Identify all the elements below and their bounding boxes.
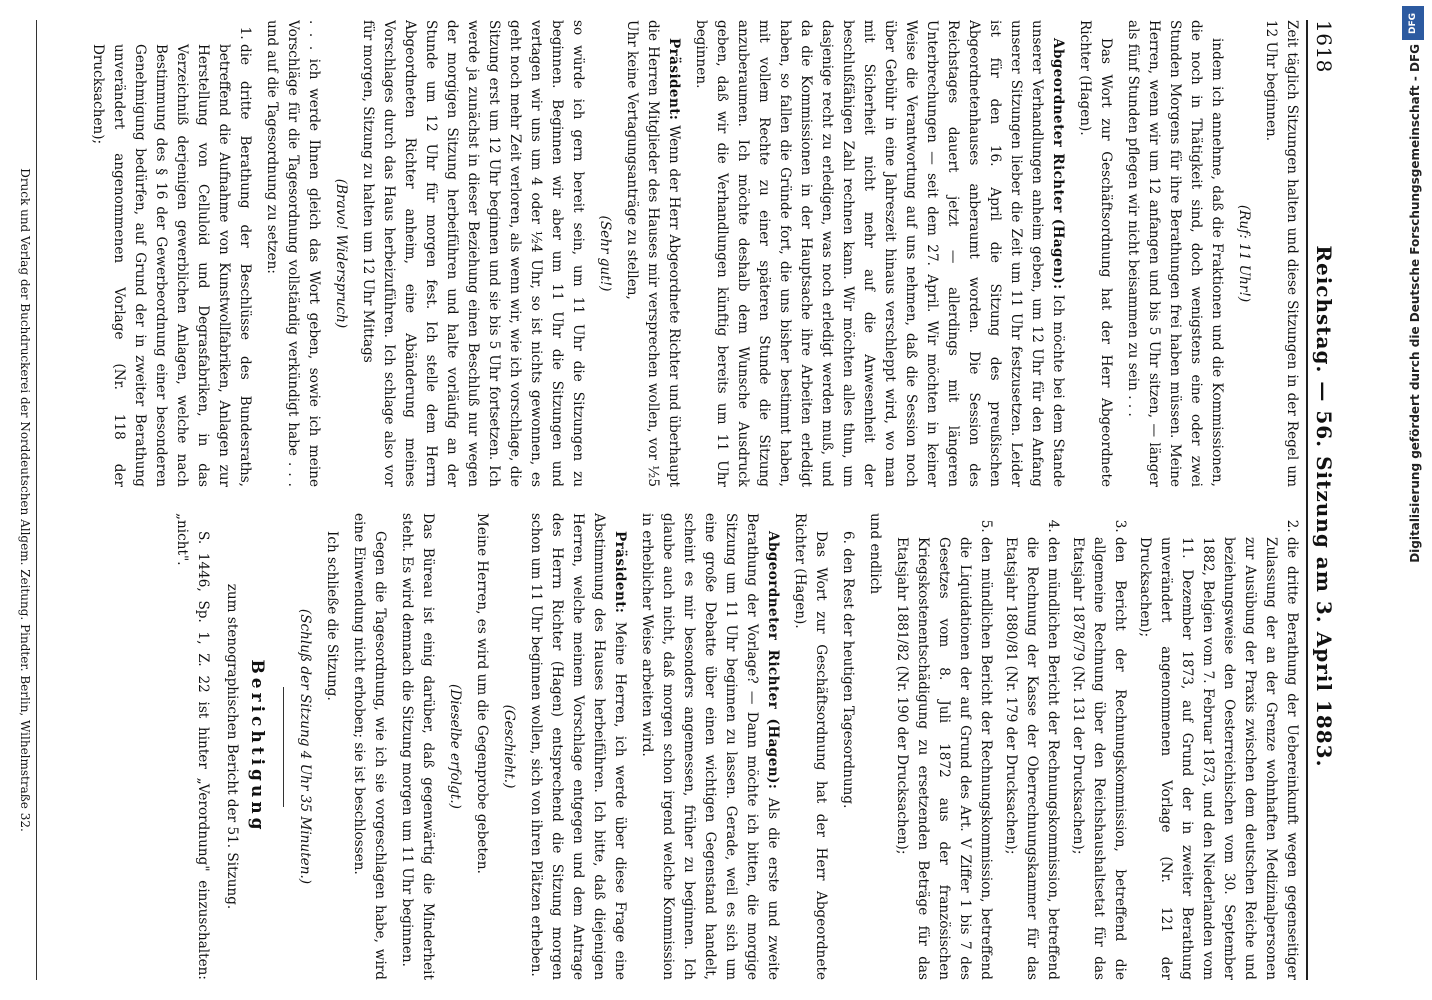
agenda-list [891, 513, 1302, 980]
paragraph: und endlich [867, 513, 883, 595]
paragraph: Ich schließe die Sitzung. [324, 531, 340, 701]
section-subheading: zum stenographischen Bericht der 51. Sitzung. [224, 583, 240, 910]
speech-paragraph [621, 20, 684, 487]
interjection: (Sehr gut!) [597, 215, 613, 292]
section-divider [283, 687, 284, 807]
agenda-item: 4. den mündlichen Bericht der Rechnungskommission, betreffend die Rechnung der Kasse der Oberrechnungskammer für das Etatsjahr 1880/81 (Nr. 179 der Drucksachen); [1000, 537, 1063, 980]
paragraph: Das Wort zur Geschäftsordnung hat der Herr Abgeordnete Richter (Hagen). [792, 513, 829, 980]
speech-paragraph [525, 513, 630, 980]
interjection: (Bravo! Widerspruch) [333, 178, 349, 329]
speech-paragraph [636, 513, 783, 980]
paragraph: Das Wort zur Geschäftsordnung hat der Herr Abgeordnete Richter (Hagen). [1077, 20, 1114, 487]
interjection: (Geschieht.) [501, 704, 517, 789]
page-number: 1618 [1312, 20, 1336, 73]
digitization-strip [1372, 0, 1432, 1000]
page-header [1306, 20, 1352, 980]
speaker-name: Präsident: [666, 38, 682, 121]
agenda-item: 3. den Bericht der Rechnungskommission, betreffend die allgemeine Rechnung über den Reichshaushaltsetat für das Etatsjahr 1878/79 (Nr. 131 der Drucksachen); [1067, 537, 1130, 980]
paragraph: Das Büreau ist einig darüber, daß gegenwärtig die Minderheit steht. Es wird demnach die Sitzung morgen um 11 Uhr beginnen. [399, 513, 436, 980]
speaker-name: Abgeordneter Richter (Hagen): [1050, 38, 1066, 290]
speaker-name: Abgeordneter Richter (Hagen): [765, 531, 781, 790]
paragraph: S. 1446, Sp. 1, Z. 22 ist hinter „Verordnung" einzuschalten: „nicht". [174, 513, 211, 980]
right-column [40, 513, 1302, 980]
paragraph: indem ich annehme, daß die Fraktionen und die Kommissionen, die noch in Thätigkeit sind, doch wenigstens eine oder zwei Stunden Morgens für ihre Berathungen frei haben müssen. Meine Herren, wenn wir um 12 anfangen und bis 5 Uhr sitzen, — länger als fünf Stunden pflegen wir nicht beisammen zu sein . . . [1125, 20, 1225, 487]
digitization-notice: Digitalisierung gefördert durch die Deutsche Forschungsgemeinschaft - DFG [1408, 44, 1422, 563]
section-heading: Berichtigung [247, 659, 267, 834]
agenda-item: 5. den mündlichen Bericht der Rechnungskommission, betreffend die Liquidationen der auf Grund des Art. V Ziffer 1 bis 7 des Gesetzes vom 8. Juli 1872 aus der französischen Kriegskostenentschädigung zu ersetzenden Beträge für das Etatsjahr 1881/82 (Nr. 190 der Drucksachen); [891, 537, 996, 980]
agenda-item: 1. die dritte Berathung der Beschlüsse des Bundesraths, betreffend die Aufnahme von Kunstwollfabriken, Anlagen zur Herstellung von Celluloid und Degrasfabriken, in das Verzeichniß derjenigen gewerblichen Anlagen, welche nach Bestimmung des § 16 der Gewerbeordnung einer besonderen Genehmigung bedürfen, auf Grund der in zweiter Berathung unverändert angenommenen Vorlage (Nr. 118 der Drucksachen); [87, 44, 255, 487]
paragraph: 6. den Rest der heutigen Tagesordnung. [840, 531, 856, 809]
speech-text: Ich möchte bei dem Stande unserer Verhandlungen anheim geben, um 12 Uhr für den Anfang unserer Sitzungen lieber die Zeit um 11 Uhr festzusetzen. Leider ist für den 16. April die Sitzung des preußischen Abgeordnetenhauses anberaumt worden. Die Session des Reichstages dauert jetzt — allerdings mit längeren Unterbrechungen — seit dem 27. April. Wir möchten in keiner Weise die Verantwortung auf uns nehmen, daß die Session noch über Gebühr in eine Jahreszeit hinaus verschleppt wird, wo man mit Sicherheit nicht mehr auf die Anwesenheit der beschlußfähigen Zahl rechnen kann. Wir möchten alles thun, um dasjenige recht zu erledigen, was noch erledigt werden muß, und da die Kommissionen in der Hauptsache ihre Arbeiten erledigt haben, so fallen die Gründe fort, die uns bisher bestimmt haben, mit vollem Rechte zu einer späteren Stunde die Sitzung anzuberaumen. Ich möchte deshalb dem Wunsche Ausdruck geben, daß wir die Verhandlungen künftig bereits um 11 Uhr beginnen. [693, 20, 1066, 487]
interjection: (Schluß der Sitzung 4 Uhr 35 Minuten.) [297, 608, 313, 885]
speech-text: Meine Herren, ich werde über diese Frage eine Abstimmung des Hauses herbeiführen. Ich bitte, daß diejenigen Herren, welche meinem Vorschlage entgegen und dem Antrage des Herrn Richter (Hagen) entsprechend die Sitzung morgen schon um 11 Uhr beginnen wollen, sich von ihren Plätzen erheben. [528, 513, 628, 980]
paragraph: Zeit täglich Sitzungen halten und diese Sitzungen in der Regel um 12 Uhr beginnen. [1263, 20, 1300, 487]
speech-paragraph [690, 20, 1068, 487]
speech-text: Als die erste und zweite Berathung der Vorlage? — Dann möchte ich bitten, die morgige Sitzung um 11 Uhr beginnen zu lassen. Gerade, weil es sich um eine große Debatte über einen wichtigen Gegenstand handelt, scheint es mir besonders angemessen, früher zu beginnen. Ich glaube auch nicht, daß morgen schon irgend welche Kommission in erheblicher Weise arbeiten wird. [639, 513, 781, 980]
paragraph: Gegen die Tagesordnung, wie ich sie vorgeschlagen habe, wird eine Einwendung nicht erhoben; sie ist beschlossen. [351, 513, 388, 980]
speaker-name: Präsident: [612, 531, 628, 614]
interjection: (Dieselbe erfolgt.) [447, 684, 463, 809]
imprint-footer: Druck und Verlag der Buchdruckerei der Norddeutschen Allgem. Zeitung. Pindter. Berlin, Wilhelmstraße 32. [8, 20, 37, 980]
agenda-item: 2. die dritte Berathung der Uebereinkunft wegen gegenseitiger Zulassung der an der Grenze wohnhaften Medizinalpersonen zur Ausübung der Praxis zwischen dem deutschen Reiche und beziehungsweise den Oesterreichischen vom 30. September 1882, Belgien vom 7. Februar 1873, und den Niederlanden vom 11. Dezember 1873, auf Grund der in zweiter Berathung unverändert angenommenen Vorlage (Nr. 121 der Drucksachen); [1134, 537, 1302, 980]
paragraph: . . . ich werde Ihnen gleich das Wort geben, sowie ich meine Vorschläge für die Tagesordnung vollständig verkündigt habe . . . und auf die Tagesordnung zu setzen: [264, 20, 322, 487]
paragraph: so würde ich gern bereit sein, um 11 Uhr die Sitzungen zu beginnen. Beginnen wir aber um 11 Uhr die Sitzungen und vertagen wir uns um 4 oder ½4 Uhr, so ist nichts gewonnen, es geht noch mehr Zeit verloren, als wenn wir, wie ich vorschlage, die Sitzung erst um 12 Uhr beginnen und sie bis 5 Uhr fortsetzen. Ich werde ja zunächst in dieser Beziehung einen Beschluß nur wegen der morgigen Sitzung herbeiführen und halte vorläufig an der Stunde um 12 Uhr für morgen fest. Ich stelle dem Herrn Abgeordneten Richter anheim, eine Abänderung meines Vorschlages durch das Haus herbeizuführen. Ich schlage also vor für morgen, Sitzung zu halten um 12 Uhr Mittags [360, 20, 586, 487]
dfg-logo-icon: DFG [1402, 6, 1424, 40]
speech-text: Wenn der Herr Abgeordnete Richter und überhaupt die Herren Mitglieder des Hauses mir versprechen wollen, vor ½5 Uhr keine Vertagungsanträge zu stellen, [624, 20, 682, 487]
interjection: (Ruf: 11 Uhr!) [1236, 204, 1252, 303]
paragraph: Meine Herren, es wird um die Gegenprobe gebeten. [474, 513, 490, 874]
page-title: Reichstag. — 56. Sitzung am 3. April 1883. [1312, 245, 1336, 768]
agenda-list [87, 20, 255, 487]
left-column [40, 20, 1302, 487]
text-columns [40, 20, 1302, 980]
